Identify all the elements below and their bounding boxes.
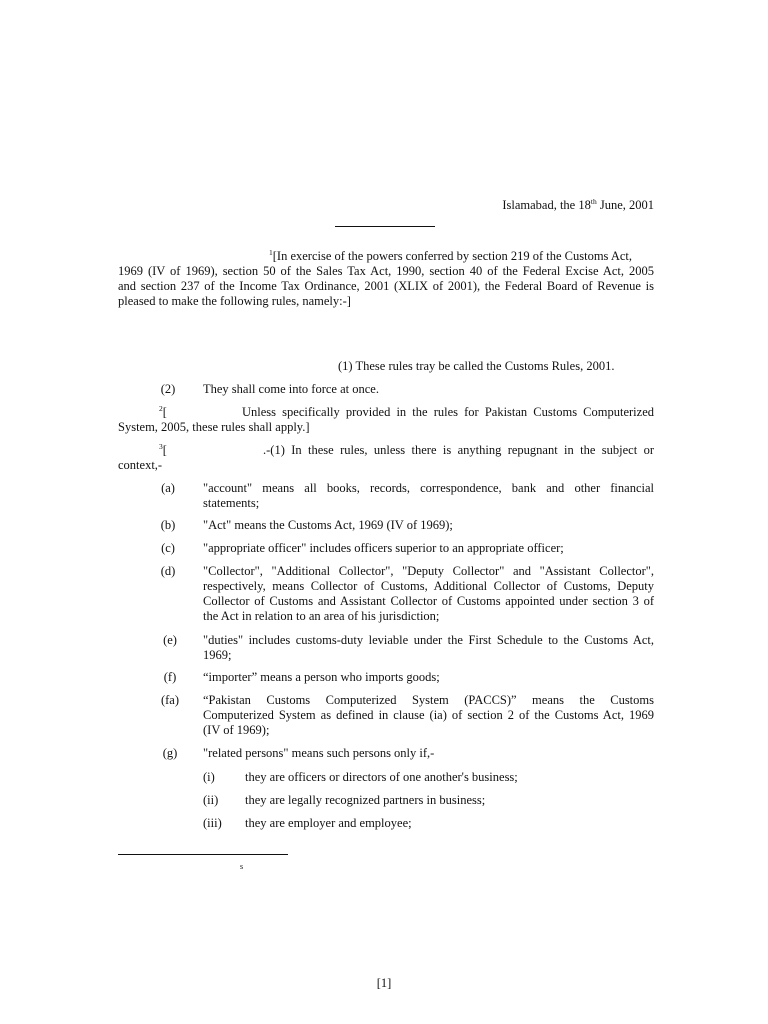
rule-1-sub-2-text: They shall come into force at once. xyxy=(203,382,379,396)
definition-line: Collector of Customs and Assistant Collector of Customs appointed under section 3 of xyxy=(203,594,654,608)
date-line xyxy=(502,198,654,213)
sub-item-text: they are officers or directors of one another's business; xyxy=(245,770,518,784)
rule-1-sub-1: (1) These rules tray be called the Customs Rules, 2001. xyxy=(338,359,615,373)
date-suffix: June, 2001 xyxy=(596,198,654,212)
rule-3 xyxy=(118,443,654,473)
preamble-line-1: [In exercise of the powers conferred by section 219 of the Customs Act, xyxy=(272,249,633,263)
date-prefix: Islamabad, the 18 xyxy=(502,198,591,212)
sub-item-label: (iii) xyxy=(203,816,222,830)
rule-1-sub-2-label: (2) xyxy=(160,382,176,396)
definition-label: (b) xyxy=(160,518,176,532)
sub-item-text: they are employer and employee; xyxy=(245,816,412,830)
footnote-mark-2: 2 xyxy=(159,404,163,413)
definition-line: "appropriate officer" includes officers superior to an appropriate officer; xyxy=(203,541,564,555)
footnote-mark: s xyxy=(240,862,244,871)
definition-line: respectively, means Collector of Customs, Additional Collector of Customs, Deputy xyxy=(203,579,654,593)
definition-item xyxy=(203,564,654,624)
footnote-mark-3: 3 xyxy=(159,442,163,451)
rule-2-line-2: System, 2005, these rules shall apply.] xyxy=(118,420,310,434)
definition-item xyxy=(203,541,654,556)
sub-item-label: (ii) xyxy=(203,793,219,807)
definition-item xyxy=(203,693,654,738)
rule-3-line-1: .-(1) In these rules, unless there is anything repugnant in the subject or xyxy=(263,443,654,457)
definition-line: "related persons" means such persons only if,- xyxy=(203,746,435,760)
definition-item xyxy=(203,746,654,761)
rule-2-line-1: Unless specifically provided in the rules for Pakistan Customs Computerized xyxy=(242,405,654,419)
definition-label: (d) xyxy=(160,564,176,578)
definition-line: "Act" means the Customs Act, 1969 (IV of 1969); xyxy=(203,518,453,532)
definition-label: (f) xyxy=(163,670,177,684)
footnote-separator xyxy=(118,854,288,855)
preamble-line-2: 1969 (IV of 1969), section 50 of the Sales Tax Act, 1990, section 40 of the Federal Excise Act, 2005 xyxy=(118,264,654,278)
date-superscript: th xyxy=(590,197,597,206)
sub-item-label: (i) xyxy=(203,770,215,784)
definition-line: "account" means all books, records, correspondence, bank and other financial xyxy=(203,481,654,495)
definition-label: (a) xyxy=(161,481,175,495)
definition-line: Computerized System as defined in clause (ia) of section 2 of the Customs Act, 1969 xyxy=(203,708,654,722)
footnote-mark-1: 1 xyxy=(269,248,273,257)
rule-2-bracket: [ xyxy=(162,405,167,419)
definition-label: (g) xyxy=(162,746,178,760)
definition-line: "duties" includes customs-duty leviable under the First Schedule to the Customs Act, xyxy=(203,633,654,647)
definition-line: statements; xyxy=(203,496,260,510)
definition-item xyxy=(203,670,654,685)
definition-line: the Act in relation to an area of his jurisdiction; xyxy=(203,609,440,623)
sub-item-text: they are legally recognized partners in business; xyxy=(245,793,486,807)
definition-line: “importer” means a person who imports goods; xyxy=(203,670,440,684)
definition-line: "Collector", "Additional Collector", "Deputy Collector" and "Assistant Collector", xyxy=(203,564,654,578)
date-underline xyxy=(335,226,435,227)
page-number: [1] xyxy=(376,976,392,990)
rule-2 xyxy=(118,405,654,435)
definition-item xyxy=(203,481,654,511)
definition-label: (c) xyxy=(161,541,175,555)
definition-item xyxy=(203,518,654,533)
definition-line: 1969; xyxy=(203,648,232,662)
preamble xyxy=(118,249,654,309)
rule-3-bracket: [ xyxy=(162,443,167,457)
preamble-line-3: and section 237 of the Income Tax Ordinance, 2001 (XLIX of 2001), the Federal Board of Revenue is xyxy=(118,279,654,293)
definition-line: (IV of 1969); xyxy=(203,723,270,737)
preamble-line-4: pleased to make the following rules, namely:-] xyxy=(118,294,351,308)
rule-3-line-2: context,- xyxy=(118,458,163,472)
definition-item xyxy=(203,633,654,663)
definition-line: “Pakistan Customs Computerized System (PACCS)” means the Customs xyxy=(203,693,654,707)
definition-label: (fa) xyxy=(160,693,180,707)
definition-label: (e) xyxy=(163,633,177,647)
